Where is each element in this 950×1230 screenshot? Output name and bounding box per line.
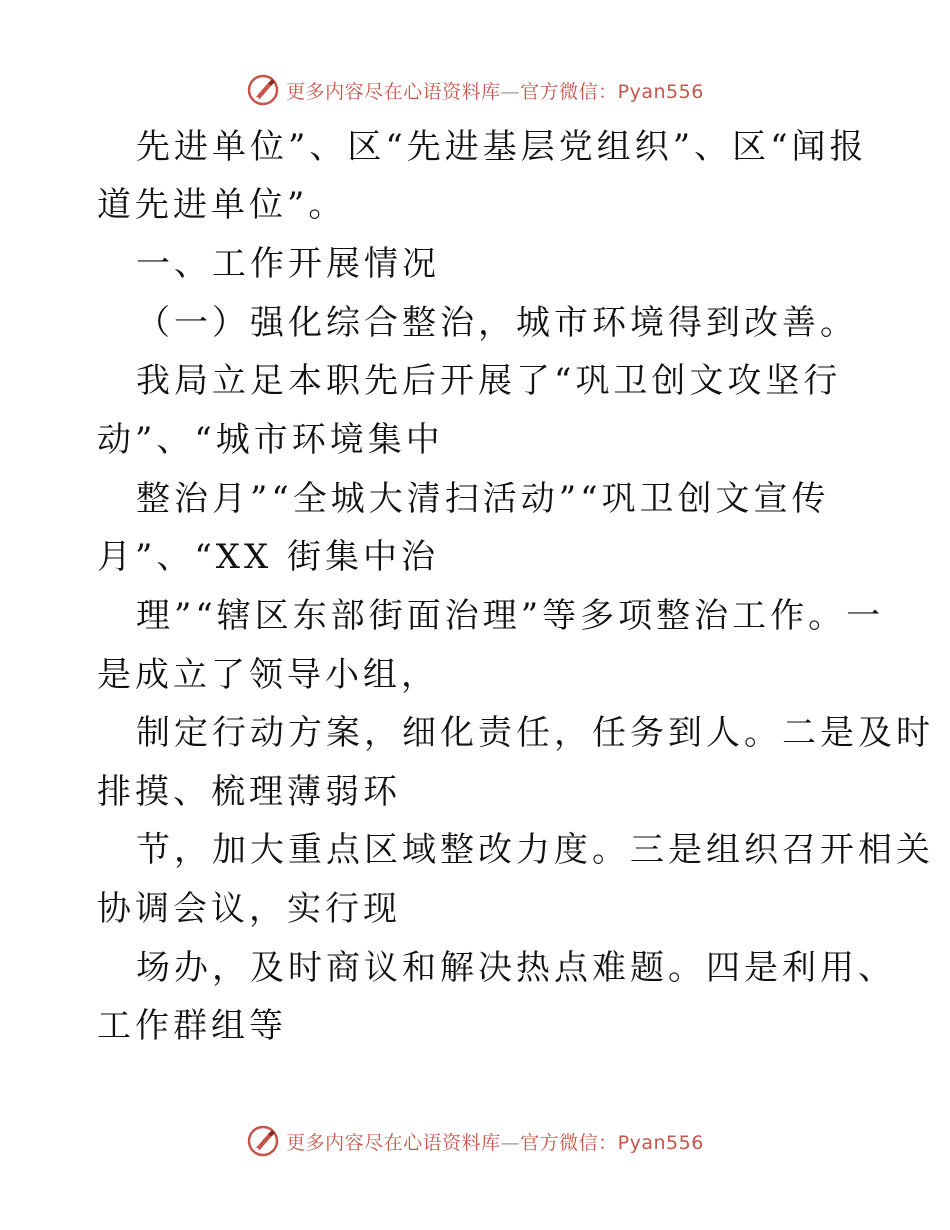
section-heading: 一、工作开展情况 bbox=[136, 244, 440, 284]
body-line: 先进单位”、区“先进基层党组织”、区“闻报 bbox=[136, 127, 868, 167]
body-line: 动”、“城市环境集中 bbox=[97, 420, 444, 460]
body-line: 是成立了领导小组， bbox=[97, 655, 439, 695]
body-line: 协调会议，实行现 bbox=[97, 889, 401, 929]
pen-logo-icon bbox=[246, 73, 280, 107]
body-line: 月”、“XX 街集中治 bbox=[97, 537, 439, 577]
body-line: 道先进单位”。 bbox=[97, 185, 347, 225]
watermark-contact: 官方微信：Pyan556 bbox=[520, 80, 704, 103]
body-line: 制定行动方案，细化责任，任务到人。二是及时 bbox=[136, 713, 934, 753]
body-line: 排摸、梳理薄弱环 bbox=[97, 772, 401, 812]
watermark-contact: 官方微信：Pyan556 bbox=[520, 1131, 704, 1154]
subsection-heading: （一）强化综合整治，城市环境得到改善。 bbox=[136, 303, 858, 343]
body-line: 工作群组等 bbox=[97, 1006, 287, 1046]
body-line: 节，加大重点区域整改力度。三是组织召开相关 bbox=[136, 830, 934, 870]
watermark-text: 更多内容尽在心语资料库 bbox=[286, 1131, 501, 1154]
body-line: 场办，及时商议和解决热点难题。四是利用、 bbox=[136, 948, 896, 988]
watermark-text: 更多内容尽在心语资料库 bbox=[286, 80, 501, 103]
watermark-separator: — bbox=[500, 1131, 521, 1154]
footer-watermark bbox=[0, 1121, 950, 1161]
body-line: 理”“辖区东部街面治理”等多项整治工作。一 bbox=[136, 596, 885, 636]
body-line: 我局立足本职先后开展了“巩卫创文攻坚行 bbox=[136, 361, 842, 401]
body-line: 整治月”“全城大清扫活动”“巩卫创文宣传 bbox=[136, 479, 830, 519]
watermark-separator: — bbox=[500, 80, 521, 103]
pen-logo-icon bbox=[246, 1124, 280, 1158]
header-watermark bbox=[0, 70, 950, 110]
